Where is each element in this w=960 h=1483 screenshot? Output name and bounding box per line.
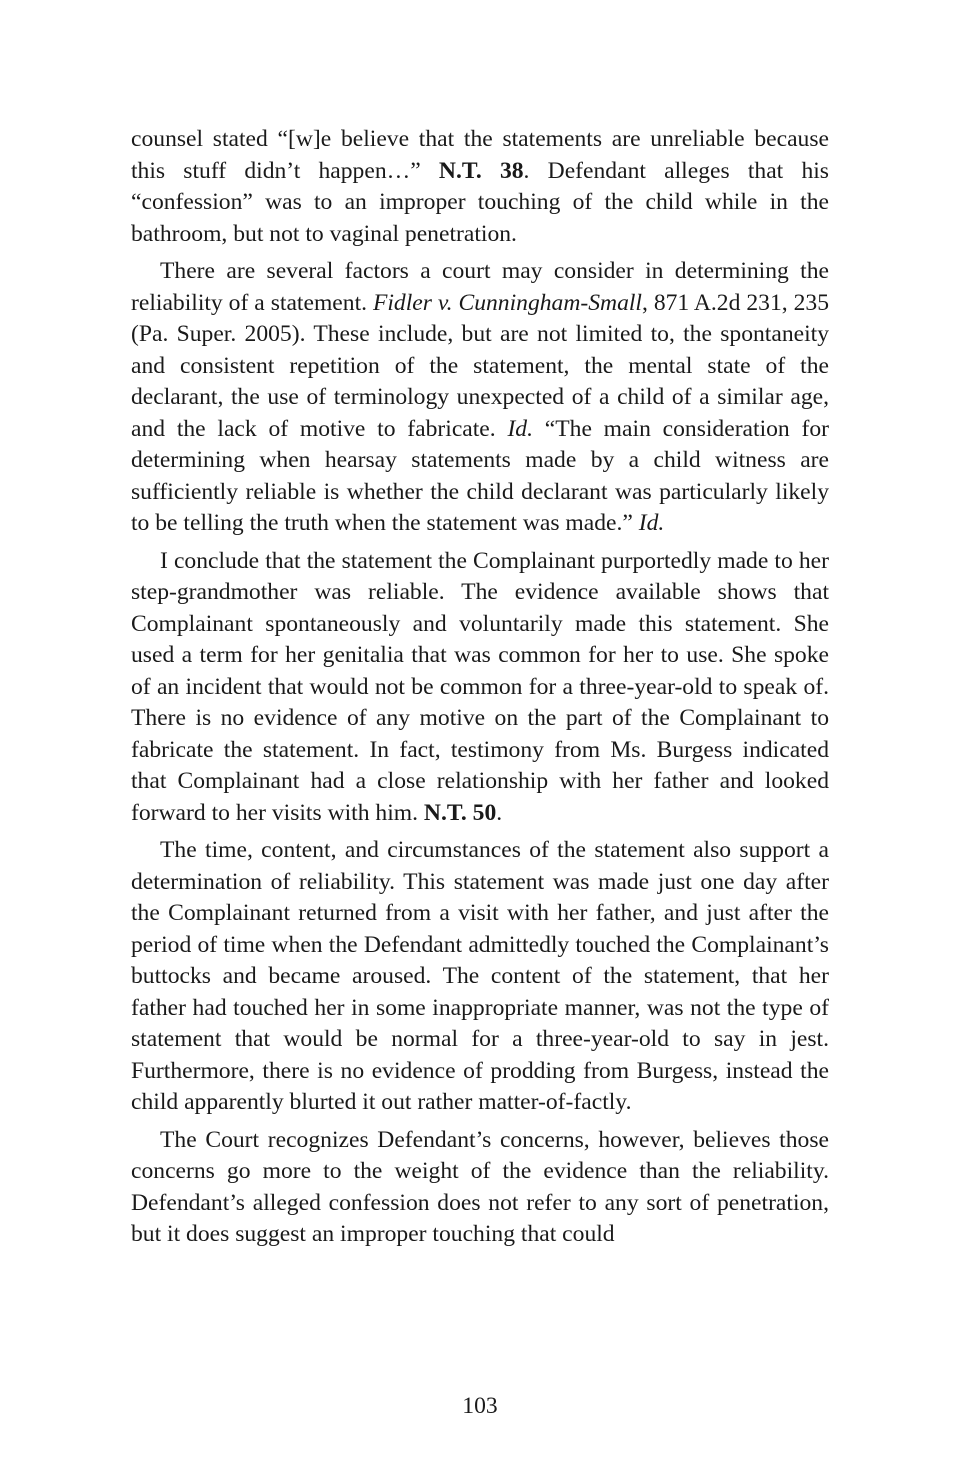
id-citation: Id. [507, 415, 534, 442]
document-body [131, 124, 829, 1257]
citation-nt-38: N.T. 38 [438, 157, 524, 184]
paragraph-2: There are several factors a court may consider in determining the reliability of a statement. Fidler v. Cunningham-Small, 871 A.2d 231, 235 (Pa. Super. 2005). These include, but are not limited to, the spontaneity and consistent repetition of the statement, the mental state of the declarant, the use of terminology unexpected of a child of a similar age, and the lack of motive to fabricate. Id. “The main consideration for determining when hearsay statements made by a child witness are sufficiently reliable is whether the child declarant was particularly likely to be telling the truth when the statement was made.” Id. [131, 258, 829, 536]
page-number: 103 [462, 1393, 498, 1419]
paragraph-5: The Court recognizes Defendant’s concerns, however, believes those concerns go more to the weight of the evidence than the reliability. Defendant’s alleged confession does not refer to any sort of penetration, but it does suggest an improper touching that could [131, 1126, 829, 1247]
paragraph-4: The time, content, and circumstances of the statement also support a determination of reliability. This statement was made just one day after the Complainant returned from a visit with her father, and just after the period of time when the Defendant admittedly touched the Complainant’s buttocks and became aroused. The content of the statement, that her father had touched her in some inappropriate manner, was not the type of statement that would be normal for a three-year-old to say in jest. Furthermore, there is no evidence of prodding from Burgess, instead the child apparently blurted it out rather matter-of-factly. [131, 837, 829, 1115]
citation-nt-50: N.T. 50 [423, 799, 497, 826]
paragraph-1: counsel stated “[w]e believe that the statements are unreliable because this stuff didn’t happen…” N.T. 38. Defendant alleges that his “confession” was to an improper touching of the child while in the bathroom, but not to vaginal penetration. [131, 126, 829, 247]
case-citation: Fidler v. Cunningham-Small [372, 289, 642, 316]
id-citation: Id. [638, 510, 665, 536]
paragraph-3: I conclude that the statement the Complainant purportedly made to her step-grandmother was reliable. The evidence available shows that Complainant spontaneously and voluntarily made this statement. She used a term for her genitalia that was common for her to use. She spoke of an incident that would not be common for a three-year-old to speak of. There is no evidence of any motive on the part of the Complainant to fabricate the statement. In fact, testimony from Ms. Burgess indicated that Complainant had a close relationship with her father and looked forward to her visits with him. N.T. 50. [131, 547, 829, 826]
